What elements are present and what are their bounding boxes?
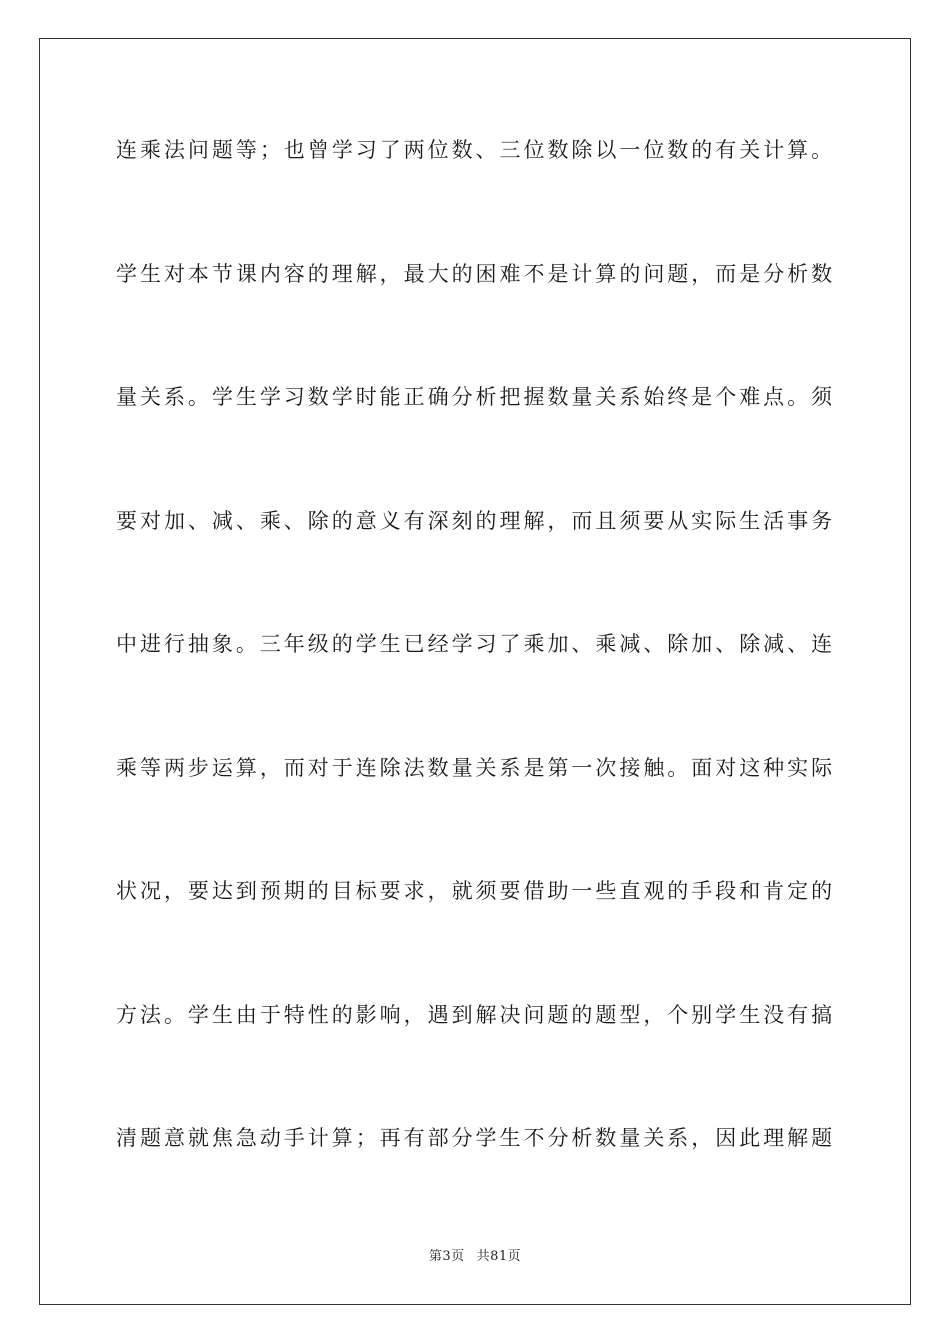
body-line: 方法。学生由于特性的影响，遇到解决问题的题型，个别学生没有搞 [116,1002,834,1027]
page-footer [0,1245,950,1264]
page-number: 第3页 [428,1249,465,1264]
body-line: 中进行抽象。三年级的学生已经学习了乘加、乘减、除加、除减、连 [116,632,834,656]
body-line: 乘等两步运算，而对于连除法数量关系是第一次接触。面对这种实际 [116,755,834,780]
body-line: 连乘法问题等；也曾学习了两位数、三位数除以一位数的有关计算。 [116,138,834,162]
page-total: 共81页 [476,1249,522,1264]
body-line: 清题意就焦急动手计算；再有部分学生不分析数量关系，因此理解题 [116,1126,834,1150]
body-line: 量关系。学生学习数学时能正确分析把握数量关系始终是个难点。须 [116,385,834,409]
body-line: 要对加、减、乘、除的意义有深刻的理解，而且须要从实际生活事务 [116,508,834,533]
document-body [116,128,834,1240]
body-line: 状况，要达到预期的目标要求，就须要借助一些直观的手段和肯定的 [116,879,834,903]
body-line: 学生对本节课内容的理解，最大的困难不是计算的问题，而是分析数 [116,261,834,286]
